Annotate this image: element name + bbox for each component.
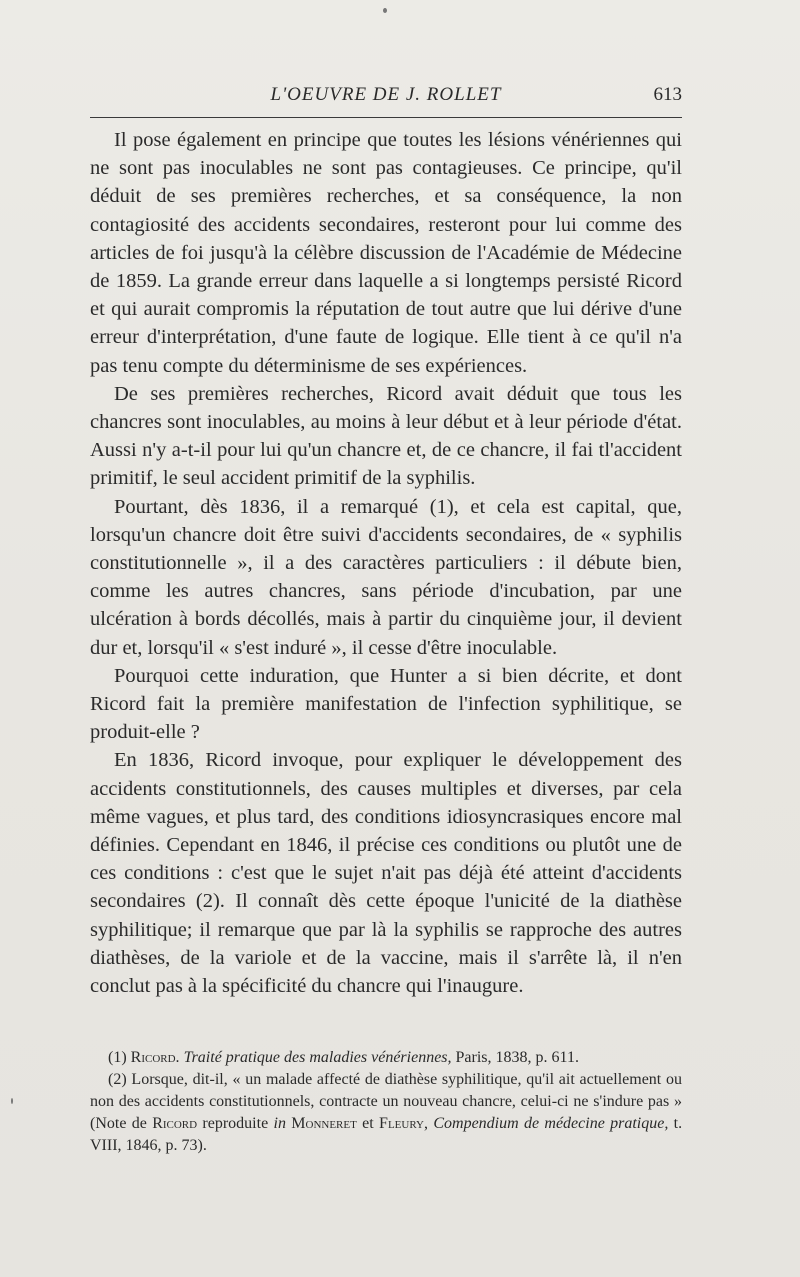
paper-speck [11,1098,13,1104]
footnote-2-text-c: et [362,1115,374,1132]
paragraph-4: Pourquoi cette induration, que Hunter a si bien décrite, et dont Ricord fait la première manifestation de l'infection syphilitique, se produit-elle ? [90,664,682,744]
footnote-2-in: in [273,1115,286,1132]
footnote-2 [90,1069,682,1157]
body-text [90,126,682,1000]
footnote-1-author: Ricord. [130,1049,180,1066]
paragraph-3: Pourtant, dès 1836, il a remarqué (1), et cela est capital, que, lorsqu'un chancre doit être suivi d'accidents secondaires, de « syphilis constitutionnelle », il a des caractères particuliers : il débute bien, comme les autres chancres, sans période d'incubation, par une ulcération à bords décollés, mais à partir du cinquième jour, il devient dur et, lorsqu'il « s'est induré », il cesse d'être inoculable. [90,495,682,659]
footnote-2-text-b: reproduite [202,1115,269,1132]
footnote-2-rest: t. VIII, 1846, p. 73). [90,1115,683,1154]
footnote-1-title: Traité pratique des maladies vénériennes, [183,1049,452,1066]
footnote-1 [90,1047,682,1069]
footnotes [90,1047,682,1157]
footnote-2-text-a: Lorsque, dit-il, « un malade affecté de diathèse syphilitique, qu'il ait actuellement ou non des accidents constitutionnels, contracte un nouveau chancre, celui-ci ne s'indure pas » (Note de [90,1071,683,1132]
paragraph-2: De ses premières recherches, Ricord avait déduit que tous les chancres sont inoculables, au moins à leur début et à leur période d'état. Aussi n'y a-t-il pour lui qu'un chancre et, de ce chancre, il fai tl'accident primitif, le seul accident primitif de la syphilis. [90,382,682,490]
footnote-2-marker: (2) [108,1071,127,1088]
footnote-2-author-1: Ricord [152,1115,198,1132]
footnote-2-author-2: Monneret [291,1115,357,1132]
running-title: L'OEUVRE DE J. ROLLET [270,84,502,105]
paper-speck [383,8,387,13]
footnote-1-rest: Paris, 1838, p. 611. [455,1049,579,1066]
footnote-1-marker: (1) [108,1049,127,1066]
footnote-2-title: Compendium de médecine pratique, [433,1115,669,1132]
page-header [90,84,682,114]
footnote-2-author-3: Fleury, [379,1115,429,1132]
header-rule [90,117,682,118]
page-number: 613 [653,84,682,105]
paragraph-1: Il pose également en principe que toutes les lésions vénériennes qui ne sont pas inoculables ne sont pas contagieuses. Ce principe, qu'il déduit de ses premières recherches, et sa conséquence, la non contagiosité des accidents secondaires, resteront pour lui comme des articles de foi jusqu'à la célèbre discussion de l'Académie de Médecine de 1859. La grande erreur dans laquelle a si longtemps persisté Ricord et qui aurait compromis la réputation de tout autre que lui dérive d'une erreur d'interprétation, d'une faute de logique. Elle tient à ce qu'il n'a pas tenu compte du déterminisme de ses expériences. [90,129,682,377]
paragraph-5: En 1836, Ricord invoque, pour expliquer le développement des accidents constitutionnels, des causes multiples et diverses, par cela même vagues, et plus tard, des conditions idiosyncrasiques encore mal définies. Cependant en 1846, il précise ces conditions ou plutôt une de ces conditions : c'est que le sujet n'ait pas déjà été atteint d'accidents secondaires (2). Il connaît dès cette époque l'unicité de la diathèse syphilitique; il remarque que par là la syphilis se rapproche des autres diathèses, de la variole et de la vaccine, mais il s'arrête là, il n'en conclut pas à la spécificité du chancre qui l'inaugure. [90,749,682,998]
